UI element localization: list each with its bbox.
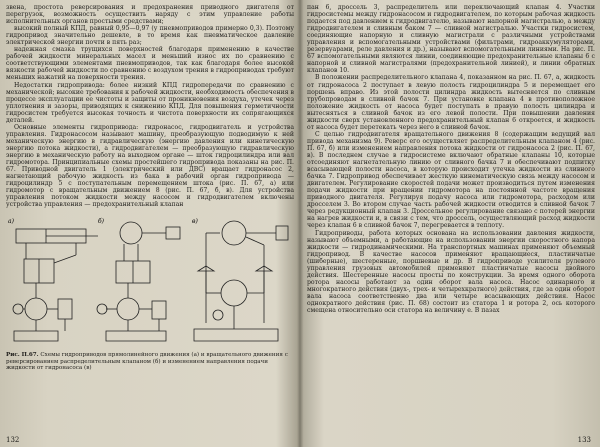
relief-valve-shape <box>58 299 72 319</box>
tank-shape <box>194 329 278 341</box>
figure-caption-number: Рис. П.67. <box>6 352 39 359</box>
pump-shape <box>25 298 47 320</box>
tank-shape <box>14 331 58 341</box>
scheme-b-label: б) <box>98 218 105 226</box>
scheme-a-label: а) <box>8 218 14 226</box>
left-page-text <box>6 4 294 208</box>
page-number: 132 <box>6 436 20 444</box>
hydraulic-schemes-drawing <box>6 211 294 351</box>
paragraph: пан 6, дроссель 3, распределитель или переключающий клапан 4. Участки гидросистемы между гидронасосом и гидродвигателем, по которым рабочая жидкость подается под давлением к гидродвигателю, называют напорной магистралью, а между гидродвигателем и сливным баком 7 — сливной магистралью. Участки гидросистем, соединяющие напорную и сливную магистрали с различными устройствами управления и вспомогательными устройствами (фильтрами, гидроаккумуляторами, резервуарами, реле давления и др.), называют вспомогательными линиями. На рис. П. 67 вспомогательными являются линии, соединяющие предохранительные клапаны 6 с напорной и сливной магистралями (предохранительной линией), и линии обратных клапанов 10. <box>307 4 595 75</box>
paragraph: Основные элементы гидропривода: гидронасос, гидродвигатель и устройства управления. Гидронасосом называют машину, преобразующую подводимую к ней механическую энергию в гидравлическую (энергию давления или кинетическую энергию потока жидкости), а гидродвигателем — преобразующую гидравлическую энергию в механическую работу на выходном органе — шток гидроцилиндра или вал гидромотора. Принципиальные схемы простейшего гидропривода показаны на рис. П. 67. Приводной двигатель 1 (электрический или ДВС) вращает гидронасос 2, нагнетающий рабочую жидкость из бака в рабочий орган гидропривода — гидроцилиндр 5 с поступательным перемещением штока (рис. П. 67, а) или гидромотор с вращательным движением 8 (рис. П. 67, б, в). Для устройства управления потоком жидкости между насосом и гидродвигателем включены устройства управления — предохранительный клапан <box>6 123 294 209</box>
paragraph: С целью гидродвигателя вращательного движения 8 (содержащим ведущий вал привода механизма 9). Реверс его осуществляет распределительным клапаном 4 (рис. П. 67, б) или изменением направления потока жидкости от гидронасоса 2 (рис. П. 67, в). В последнем случае в гидросистеме включают обратные клапаны 10, которые отсоединяют нагнетательную линию от сливного бачка 7 и обеспечивают подпитку всасывающей полости насоса, в которую происходит утечка жидкости из сливного бачка 7. Гидропривод обеспечивает жесткую кинематическую связь между насосом и двигателем. Регулирование скоростей подачи может производиться путем изменения подачи жидкости при вращении гидромотора на постоянной частоте вращения приводного двигателя. Регулируя подачу насоса или гидромотора, расходом или дросселем 3. Во втором случае часть рабочей жидкости отводится в сливной бачок 7 через редукционный клапан 3. Дроссельное регулирование связано с потерей энергии на нагрев жидкости и, в связи с тем, что дроссель, осуществляющий расход жидкости через клапан 6 в сливной бачок 7, перегревается в теплоту. <box>307 130 595 230</box>
reversible-pump-shape <box>221 280 247 306</box>
right-page-text <box>307 4 595 314</box>
scheme-c-label: в) <box>192 218 198 226</box>
page-number: 133 <box>577 436 591 444</box>
paragraph: В положении распределительного клапана 4, показанном на рис. П. 67, а, жидкость от гидронасоса 2 поступает в левую полость гидроцилиндра 5 и перемещает его поршень вправо. Из этой полости цилиндра жидкость вытесняется по сливным трубопроводам в сливной бачок 7. При установке клапана 4 в противоположное положение жидкость от насоса будет поступать в правую полость цилиндра и вытесняться в сливной бачок из его левой полости. При повышении давления жидкости сверх установленного предохранительный клапан 6 откроется, и жидкость от насоса будет перетекать через него в сливной бачок. <box>307 74 595 131</box>
hydromotor-shape <box>120 222 142 244</box>
hydraulic-schemes-figure <box>6 211 294 351</box>
left-page <box>6 4 294 444</box>
hydromotor-shape <box>222 221 246 245</box>
right-page <box>307 4 595 444</box>
figure-caption <box>6 352 294 371</box>
figure-caption-text: Схемы гидроприводов прямолинейного движения (а) и вращательного движения с реверсированием распределительным клапаном (б) и изменением направления подачи жидкости от гидронасоса (в) <box>6 352 288 372</box>
paragraph: Недостатки гидропривода: более низкий КПД гидропередачи по сравнению с механической; высокие требования к рабочей жидкости, необходимость обеспечения в процессе эксплуатации ее чистоты и защиты от проникновения воздуха, утечек через уплотнения и зазоры, приводящих к снижению КПД. Для повышения герметичности гидросистем требуется высокая точность и чистота поверхности их сопрягающихся деталей. <box>6 81 294 124</box>
pump-shape <box>117 298 139 320</box>
paragraph: звена, простота реверсирования и предохранения приводного двигателя от перегрузок, возможность осуществить наряду с этим управление работы исполнительных органов простыми средствами; <box>6 4 294 26</box>
paragraph: надежная смазка трущихся поверхностей благодаря применению в качестве рабочей жидкости минеральных масел и меньший износ их по сравнению с соответствующими элементами пневмоприводов, так как благодаря более высокой вязкости рабочей жидкости по сравнению с воздухом трения в гидроприводах требуют меньших нажатий на поверхности трения. <box>6 46 294 82</box>
paragraph: высокий полный КПД, равный 0,95—0,97 (у пневмоприводов примерно 0,3). Поэтому гидропривод значительно дешевле, в то время как пневматическое давление электрической энергии почти в пять раз; <box>6 25 294 47</box>
tank-shape <box>106 331 166 341</box>
paragraph: Гидроприводы, работа которых основана на использовании давления жидкости, называют объемными, а работающие на использовании энергии скоростного напора жидкости — гидродинамическими. На транспортных машинах применяют объемный гидропривод. В качестве насосов применяют вращающиеся, пластинчатые (шиберные), шестеренные, поршневые и др. В гидроприводе усилителя рулевого управления грузовых автомобилей применяют пластинчатые насосы двойного действия. Шестеренные насосы просты по конструкции. За время одного оборота ротора насосы работают за один оборот вала насоса. Насос одинарного и многократного действия (двух-, трех- и четырехкратного) действия, где за один оборот вала насоса соответственно два или четыре всасывающих действия. Насос однократного действия (рис. П. 68) состоит из статора 1 и ротора 2, ось которого смещена относительно оси статора на величину е. В пазах <box>307 229 595 315</box>
